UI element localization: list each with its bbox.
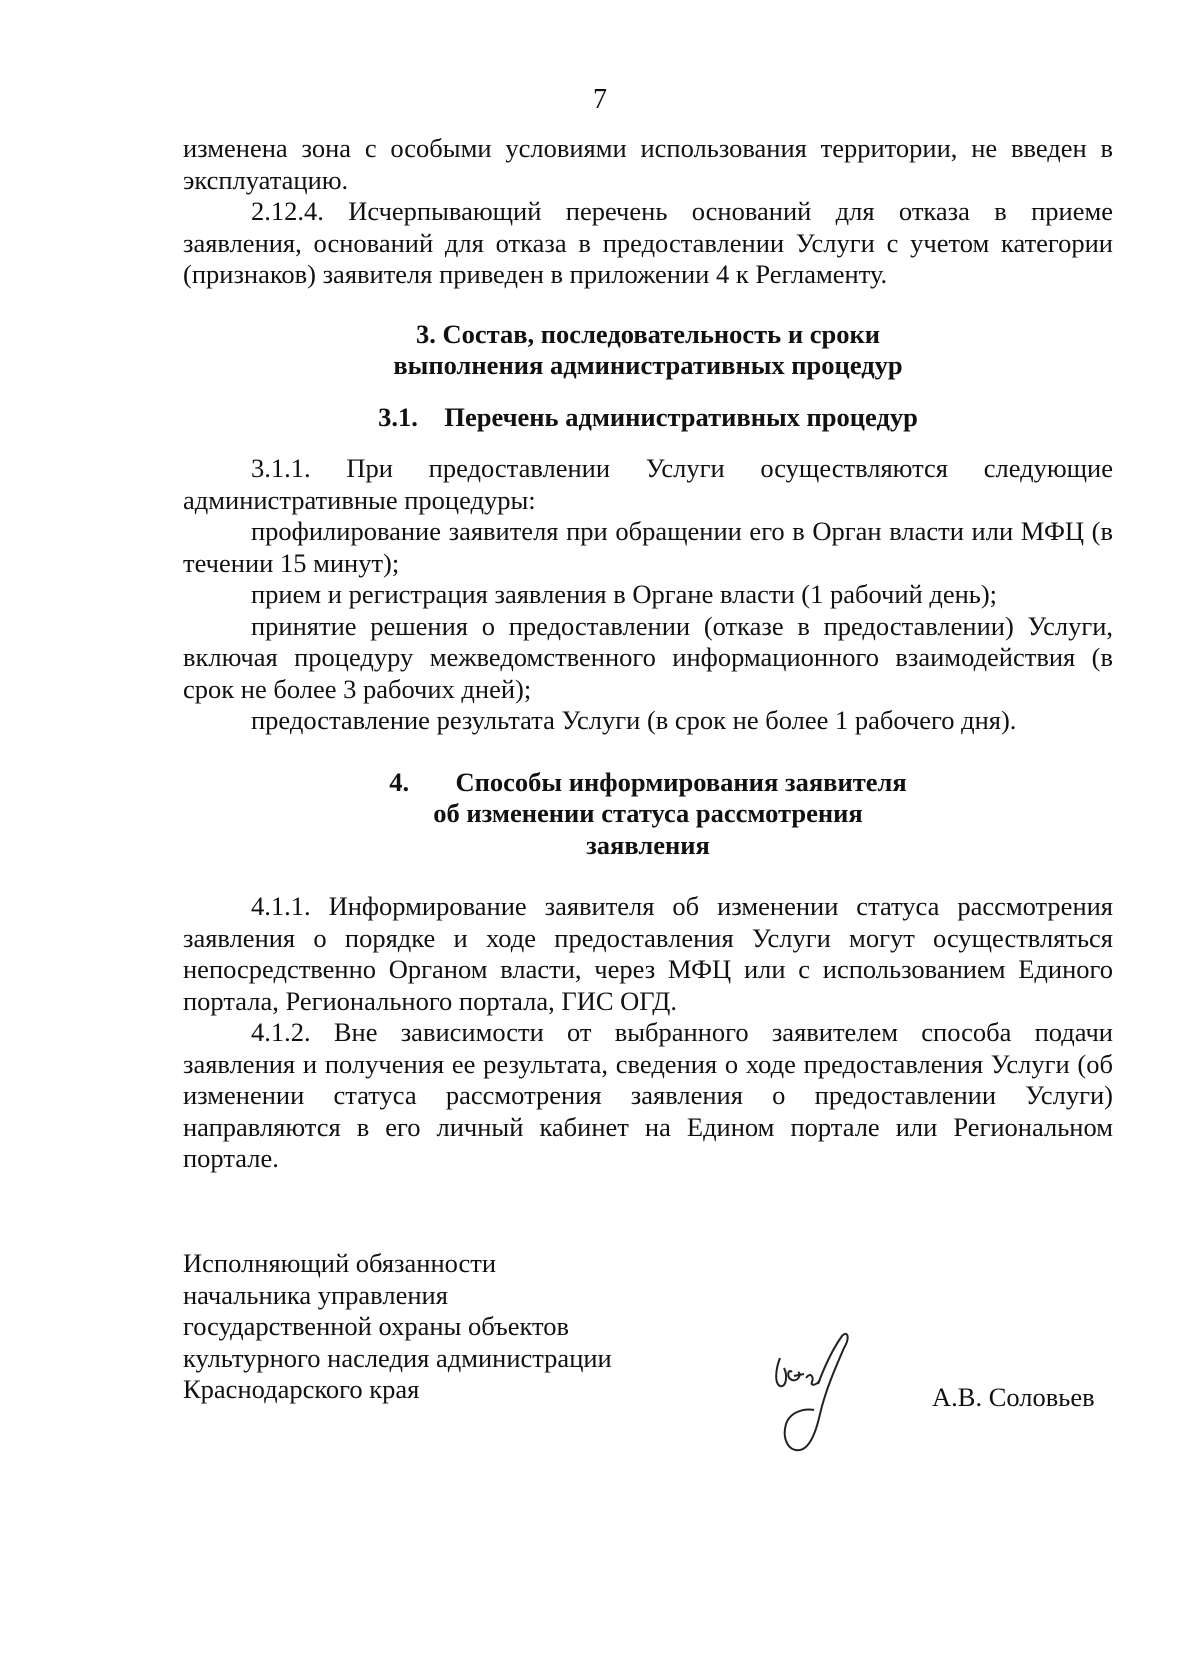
procedure-item-4: предоставление результата Услуги (в срок не более 1 рабочего дня). xyxy=(251,705,1017,735)
paragraph-3-1-1: 3.1.1. При предоставлении Услуги осуществляются следующие административные процедуры: xyxy=(183,453,1113,515)
handwritten-signature xyxy=(758,1328,858,1456)
section-4-heading-line2: об изменении статуса рассмотрения xyxy=(433,798,863,828)
procedure-item-1: профилирование заявителя при обращении его в Орган власти или МФЦ (в течении 15 минут); xyxy=(183,516,1113,578)
section-3-1-number: 3.1. xyxy=(378,401,418,432)
page-number: 7 xyxy=(593,84,607,115)
signatory-name: А.В. Соловьев xyxy=(932,1382,1095,1412)
procedure-item-3: принятие решения о предоставлении (отказе в предоставлении) Услуги, включая процедуру межведомственного информационного взаимодействия (в срок не более 3 рабочих дней); xyxy=(183,610,1113,704)
signatory-title-line1: Исполняющий обязанности xyxy=(183,1248,497,1278)
paragraph-4-1-2: 4.1.2. Вне зависимости от выбранного заявителем способа подачи заявления и получения ее результата, сведения о ходе предоставления Услуги (об изменении статуса рассмотрения заявления о предоставлении Услуги) направляются в его личный кабинет на Едином портале или Региональном портале. xyxy=(183,1017,1113,1173)
paragraph-continuation: изменена зона с особыми условиями использования территории, не введен в эксплуатацию. xyxy=(183,133,1113,195)
signatory-title-line4: культурного наследия администрации xyxy=(183,1342,612,1373)
section-4-number: 4. xyxy=(389,766,410,797)
signature-block xyxy=(183,1248,783,1406)
section-3-heading-line1: 3. Состав, последовательность и сроки xyxy=(415,318,880,349)
section-3-heading-line2: выполнения административных процедур xyxy=(393,350,903,380)
procedure-item-2: прием и регистрация заявления в Органе власти (1 рабочий день); xyxy=(251,579,998,609)
section-3-1-title: Перечень административных процедур xyxy=(444,401,918,432)
section-4-title-line1: Способы информирования заявителя xyxy=(455,766,907,797)
document-body xyxy=(183,133,1113,1175)
signatory-title-line5: Краснодарского края xyxy=(183,1374,420,1404)
section-3-1-heading xyxy=(183,402,1113,434)
section-4-heading-line3: заявления xyxy=(586,829,710,860)
signatory-title-line3: государственной охраны объектов xyxy=(183,1311,570,1341)
signatory-title-line2: начальника управления xyxy=(183,1279,448,1310)
paragraph-2-12-4: 2.12.4. Исчерпывающий перечень оснований для отказа в приеме заявления, оснований для отказа в предоставлении Услуги с учетом категории (признаков) заявителя приведен в приложении 4 к Регламенту. xyxy=(183,196,1113,289)
paragraph-4-1-1: 4.1.1. Информирование заявителя об изменении статуса рассмотрения заявления о порядке и ходе предоставления Услуги могут осуществляться непосредственно Органом власти, через МФЦ или с использованием Единого портала, Регионального портала, ГИС ОГД. xyxy=(183,891,1113,1016)
section-4-heading-line1 xyxy=(183,767,1113,799)
